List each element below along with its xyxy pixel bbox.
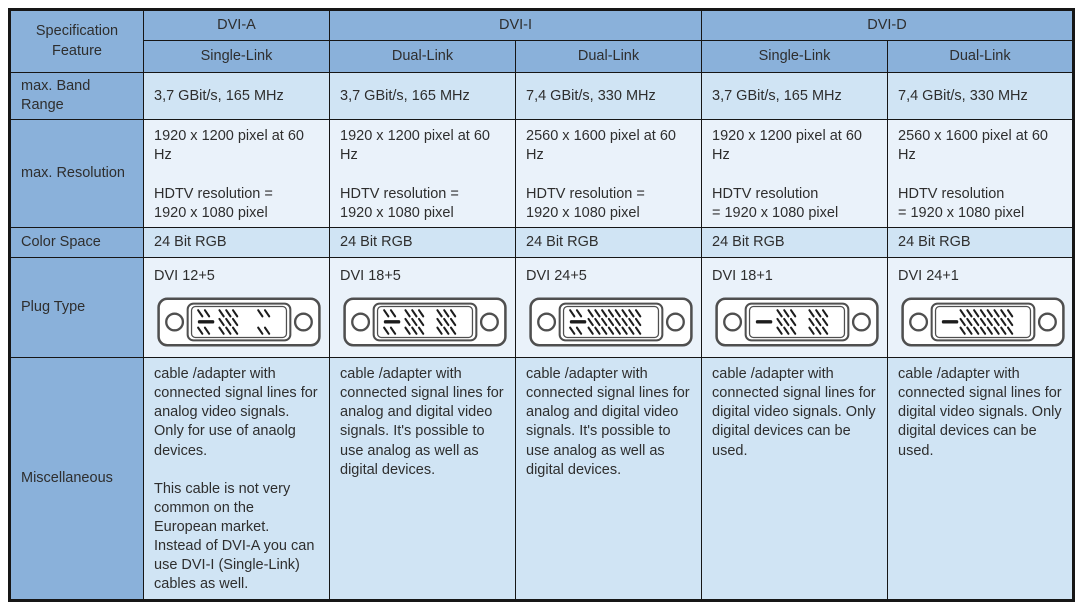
group-header-dvi-d: DVI-D	[702, 10, 1074, 41]
row-label-band-range: max. Band Range	[10, 73, 144, 120]
band-range-cell: 3,7 GBit/s, 165 MHz	[330, 73, 516, 120]
plug-name: DVI 24+5	[526, 267, 587, 284]
plug-name: DVI 24+1	[898, 267, 959, 284]
color-space-cell: 24 Bit RGB	[330, 227, 516, 257]
color-space-cell: 24 Bit RGB	[516, 227, 702, 257]
plug-type-cell	[702, 257, 888, 357]
dvi-connector-icon	[526, 291, 691, 353]
plug-name: DVI 12+5	[154, 267, 215, 284]
plug-name: DVI 18+1	[712, 267, 773, 284]
link-type-header: Dual-Link	[330, 41, 516, 73]
misc-cell: cable /adapter with connected signal lines for analog and digital video signals. It's possible to use analog as well as digital devices.	[330, 358, 516, 601]
dvi-connector-icon	[154, 291, 319, 353]
plug-type-cell	[330, 257, 516, 357]
row-label-color-space: Color Space	[10, 227, 144, 257]
color-space-row	[10, 227, 1074, 257]
resolution-cell: 1920 x 1200 pixel at 60 Hz HDTV resolution = 1920 x 1080 pixel	[330, 120, 516, 228]
group-header-dvi-i: DVI-I	[330, 10, 702, 41]
corner-cell: Specification Feature	[10, 10, 144, 73]
misc-cell: cable /adapter with connected signal lines for analog video signals. Only for use of anaolg devices. This cable is not very common on the European market. Instead of DVI-A you can use DVI-I (Single-Link) cables as well.	[144, 358, 330, 601]
resolution-cell: 2560 x 1600 pixel at 60 Hz HDTV resolution = 1920 x 1080 pixel	[516, 120, 702, 228]
color-space-cell: 24 Bit RGB	[144, 227, 330, 257]
plug-type-cell	[144, 257, 330, 357]
misc-cell: cable /adapter with connected signal lines for analog and digital video signals. It's possible to use analog as well as digital devices.	[516, 358, 702, 601]
link-type-header: Single-Link	[144, 41, 330, 73]
band-range-cell: 3,7 GBit/s, 165 MHz	[144, 73, 330, 120]
row-label-plug-type: Plug Type	[10, 257, 144, 357]
resolution-row	[10, 120, 1074, 228]
resolution-cell: 2560 x 1600 pixel at 60 Hz HDTV resolution = 1920 x 1080 pixel	[888, 120, 1074, 228]
dvi-connector-icon	[712, 291, 877, 353]
band-range-cell: 7,4 GBit/s, 330 MHz	[516, 73, 702, 120]
resolution-cell: 1920 x 1200 pixel at 60 Hz HDTV resolution = 1920 x 1080 pixel	[702, 120, 888, 228]
dvi-connector-icon	[898, 291, 1062, 353]
dvi-connector-icon	[340, 291, 505, 353]
band-range-row	[10, 73, 1074, 120]
misc-cell: cable /adapter with connected signal lines for digital video signals. Only digital devices can be used.	[702, 358, 888, 601]
resolution-cell: 1920 x 1200 pixel at 60 Hz HDTV resolution = 1920 x 1080 pixel	[144, 120, 330, 228]
dvi-spec-table	[8, 8, 1075, 602]
plug-name: DVI 18+5	[340, 267, 401, 284]
plug-type-cell	[888, 257, 1074, 357]
link-type-header-row	[10, 41, 1074, 73]
misc-cell: cable /adapter with connected signal lines for digital video signals. Only digital devices can be used.	[888, 358, 1074, 601]
color-space-cell: 24 Bit RGB	[702, 227, 888, 257]
group-header-row	[10, 10, 1074, 41]
link-type-header: Dual-Link	[516, 41, 702, 73]
link-type-header: Dual-Link	[888, 41, 1074, 73]
band-range-cell: 3,7 GBit/s, 165 MHz	[702, 73, 888, 120]
plug-type-row	[10, 257, 1074, 357]
row-label-resolution: max. Resolution	[10, 120, 144, 228]
row-label-miscellaneous: Miscellaneous	[10, 358, 144, 601]
misc-row	[10, 358, 1074, 601]
group-header-dvi-a: DVI-A	[144, 10, 330, 41]
plug-type-cell	[516, 257, 702, 357]
link-type-header: Single-Link	[702, 41, 888, 73]
band-range-cell: 7,4 GBit/s, 330 MHz	[888, 73, 1074, 120]
color-space-cell: 24 Bit RGB	[888, 227, 1074, 257]
